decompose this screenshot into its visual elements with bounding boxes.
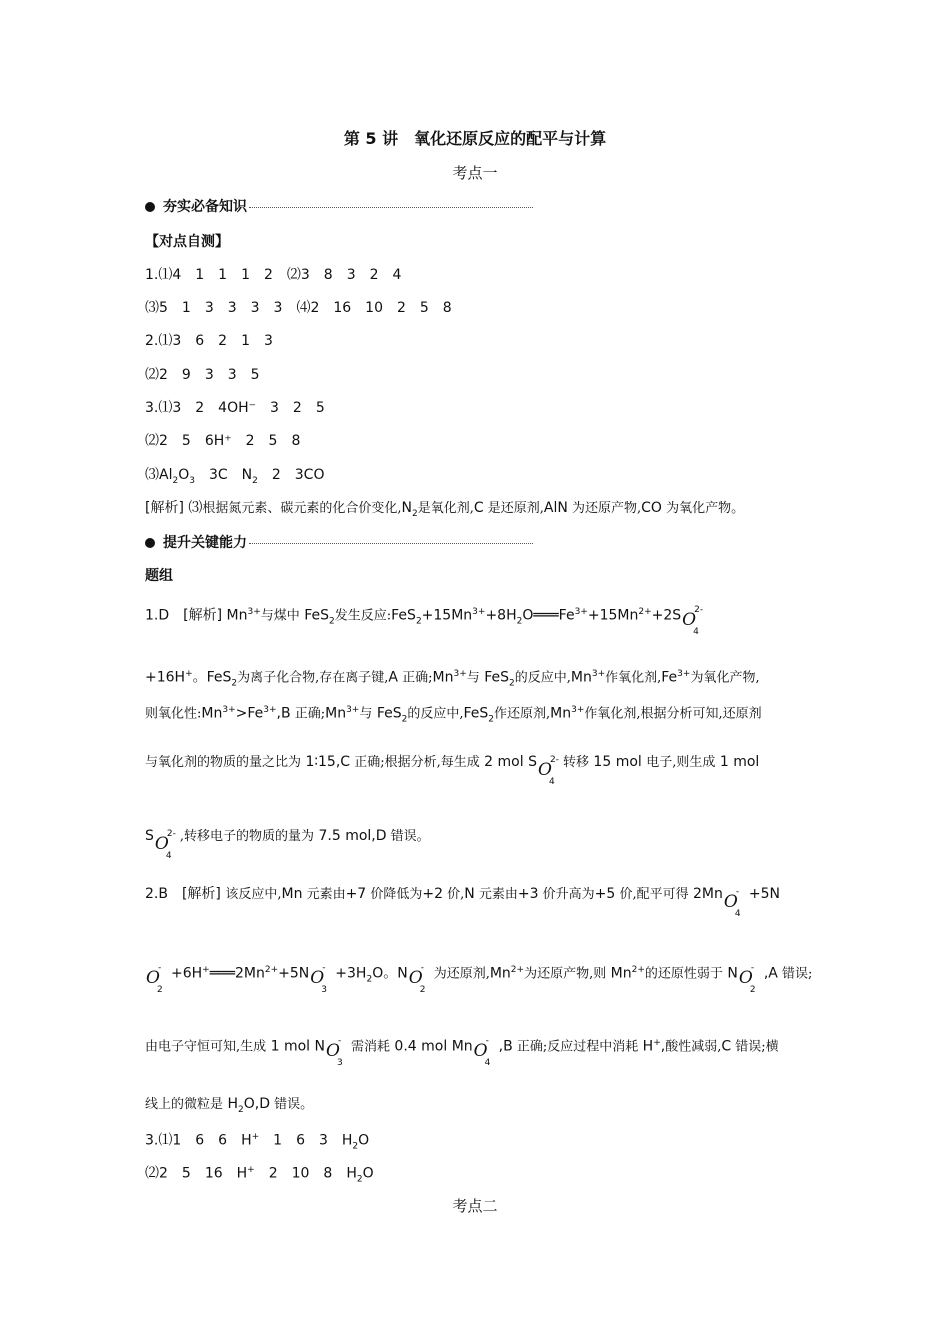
sulfate-ion: O 4 2- xyxy=(682,605,704,637)
bullet-dot-icon xyxy=(145,202,155,212)
section-header-2: 提升关键能力 xyxy=(145,533,533,553)
analysis-line: O 2 - $+6H^+═══2Mn^{2+}+5N$ O 3 - $+3H_2O$。N O 2 - 为还原剂$,Mn^{2+}$为还原产物,则 $Mn^{2+}$的还原性弱于 N O 2 - ,A 错误; xyxy=(145,960,812,989)
analysis-line: 则氧化性$:Mn^{3+}>Fe^{3+},B$ 正确$;Mn^{3+}$与 FeS$_2$的反应中,FeS$_2$作还原剂$,Mn^{3+}$作氧化剂,根据分析可知,还原剂 xyxy=(145,705,762,725)
answer-line: ⑵2 5 16 H+ 2 10 8 $H_2O$ xyxy=(145,1165,374,1185)
permanganate-ion: O 4 - xyxy=(723,887,741,919)
answer-line: 2.⑴3 6 2 1 3 xyxy=(145,333,273,349)
dotted-leader xyxy=(249,542,533,544)
analysis-line: 由电子守恒可知,生成 1 mol N O 3 - 需消耗 0.4 mol Mn O 4 - ,B 正确;反应过程中消耗 H+,酸性减弱,C 错误;横 xyxy=(145,1033,779,1058)
tizu-label: 题组 xyxy=(145,568,173,584)
answer-line: ⑶5 1 3 3 3 3 ⑷2 16 10 2 5 8 xyxy=(145,300,452,316)
answer-line: 3.⑴3 2 4OH⁻ 3 2 5 xyxy=(145,400,325,416)
nitrite-ion: O 2 - xyxy=(738,963,756,995)
page-title: 第 5 讲 氧化还原反应的配平与计算 xyxy=(343,129,607,148)
sulfate-ion: O 4 2- xyxy=(537,755,559,787)
analysis-line: 1.D [解析] $Mn^{3+}$与煤中 FeS$_2$发生反应$:FeS_2+15Mn^{3+}+8H_2O═══Fe^{3+}+15Mn^{2+}+2S$ O 4 2- xyxy=(145,602,707,631)
sulfate-ion: O 4 2- xyxy=(154,829,176,861)
analysis-line: +16H+。FeS$_2$为离子化合物,存在离子键,A 正确$;Mn^{3+}$与 FeS$_2$的反应中$,Mn^{3+}$作氧化剂$,Fe^{3+}$为氧化产物, xyxy=(145,669,760,689)
analysis-line: [解析] ⑶根据氮元素、碳元素的化合价变化$,N_2$是氧化剂,C 是还原剂,AlN 为还原产物,CO 为氧化产物。 xyxy=(145,500,745,519)
answer-line: 3.⑴1 6 6 H+ 1 6 3 $H_2O$ xyxy=(145,1132,370,1152)
answer-line: ⑵2 5 6H⁺ 2 5 8 xyxy=(145,433,301,449)
nitrite-ion: O 2 - xyxy=(408,963,426,995)
bullet-dot-icon xyxy=(145,538,155,548)
permanganate-ion: O 4 - xyxy=(473,1036,491,1068)
answer-line: $⑶Al_2O_3$ 3C $N_2$ 2 3CO xyxy=(145,467,325,486)
section-kaodian-1: 考点一 xyxy=(452,164,498,182)
section-header-1: 夯实必备知识 xyxy=(145,197,533,217)
analysis-line: S O 4 2- ,转移电子的物质的量为 7.5 mol,D 错误。 xyxy=(145,828,430,861)
analysis-line: 线上的微粒是 $H_2O,D$ 错误。 xyxy=(145,1096,314,1115)
answer-line: 1.⑴4 1 1 1 2 ⑵3 8 3 2 4 xyxy=(145,267,402,283)
dotted-leader xyxy=(249,206,533,208)
section-kaodian-2: 考点二 xyxy=(452,1197,498,1215)
answer-line: ⑵2 9 3 3 5 xyxy=(145,367,260,383)
duidian-label: 【对点自测】 xyxy=(145,234,229,250)
nitrate-ion: O 3 - xyxy=(310,963,328,995)
analysis-line: 与氧化剂的物质的量之比为 1∶15,C 正确;根据分析,每生成 2 mol S O 4 2- 转移 15 mol 电子,则生成 1 mol xyxy=(145,754,760,787)
analysis-line: 2.B [解析] 该反应中,Mn 元素由+7 价降低为+2 价,N 元素由+3 价升高为+5 价,配平可得 2Mn O 4 - +5N xyxy=(145,886,781,919)
nitrate-ion: O 3 - xyxy=(325,1036,343,1068)
nitrite-ion: O 2 - xyxy=(146,963,163,995)
